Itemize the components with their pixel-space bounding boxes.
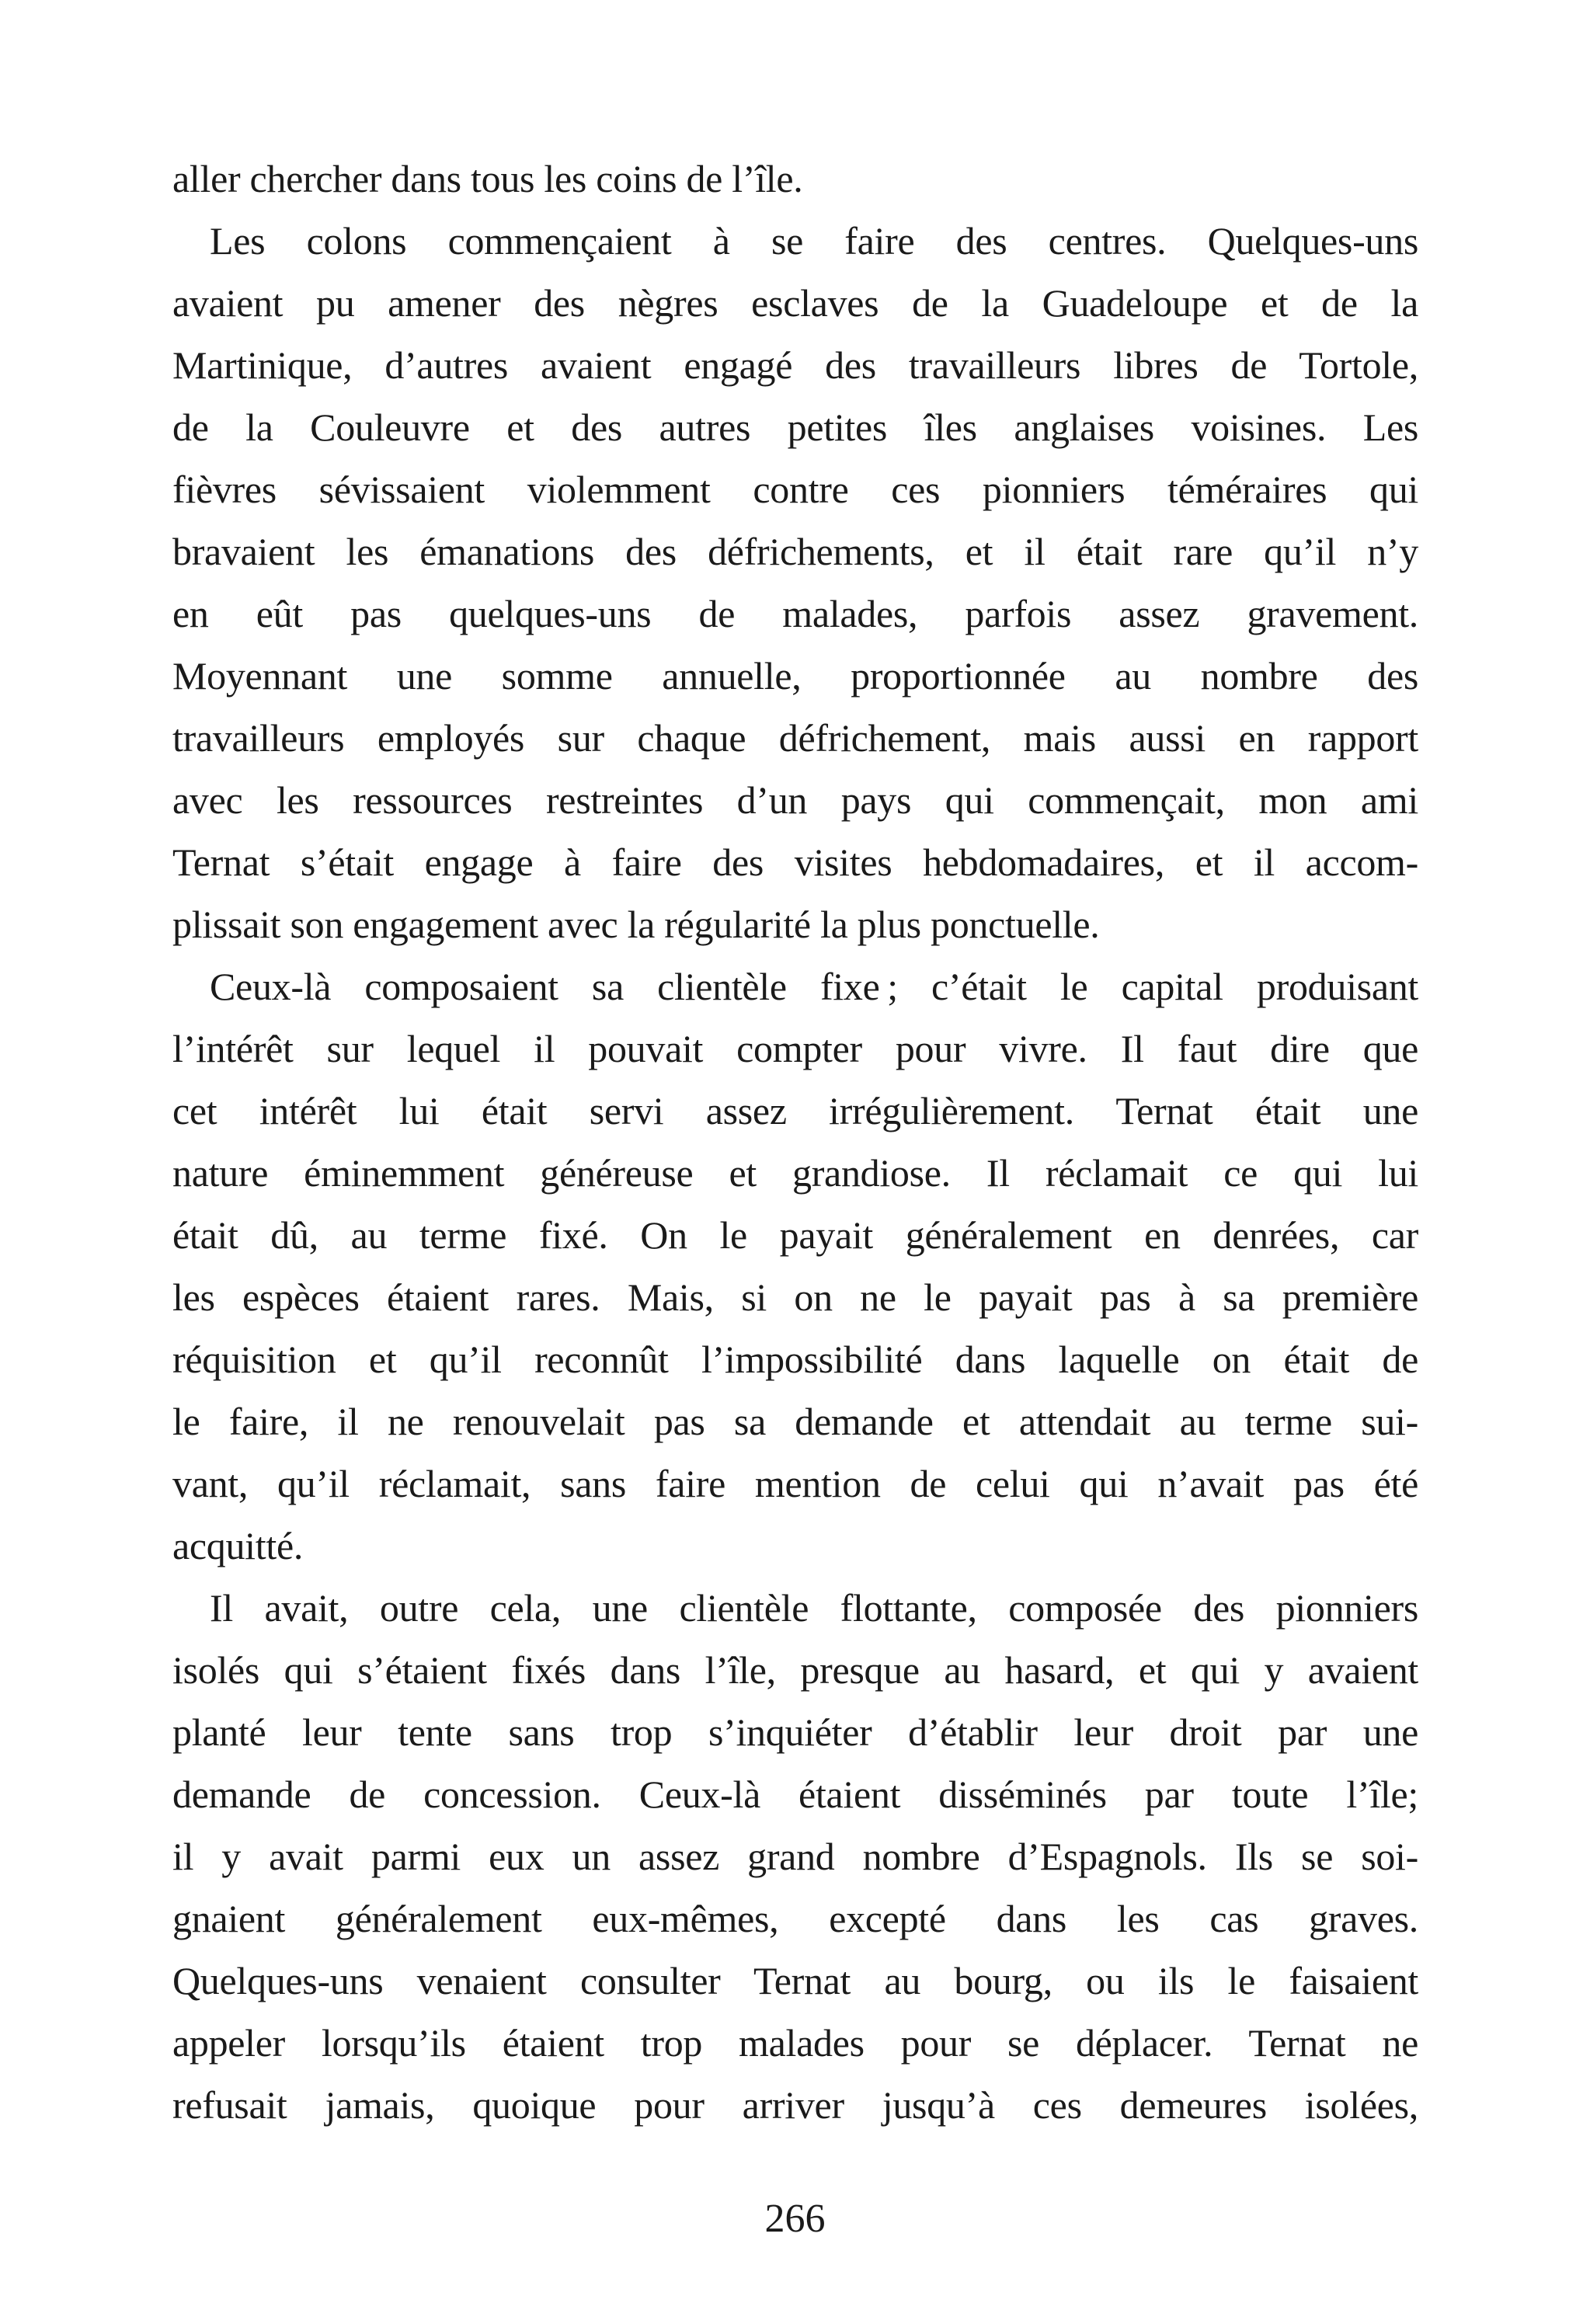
text-line: vant, qu’il réclamait, sans faire mention de celui qui n’avait pas été xyxy=(172,1462,1418,1505)
text-line: refusait jamais, quoique pour arriver jusqu’à ces demeures isolées, xyxy=(172,2083,1418,2127)
text-line: aller chercher dans tous les coins de l’île. xyxy=(172,157,803,200)
text-line: isolés qui s’étaient fixés dans l’île, presque au hasard, et qui y avaient xyxy=(172,1648,1418,1692)
text-line: il y avait parmi eux un assez grand nombre d’Espagnols. Ils se soi- xyxy=(172,1835,1418,1878)
text-line: planté leur tente sans trop s’inquiéter d’établir leur droit par une xyxy=(172,1710,1418,1754)
text-line: en eût pas quelques-uns de malades, parfois assez gravement. xyxy=(172,592,1418,635)
text-line: bravaient les émanations des défrichements, et il était rare qu’il n’y xyxy=(172,530,1418,573)
text-line: fièvres sévissaient violemment contre ces pionniers téméraires qui xyxy=(172,468,1418,511)
text-line: Moyennant une somme annuelle, proportionnée au nombre des xyxy=(172,654,1418,698)
body-text xyxy=(172,148,1418,2136)
text-line: acquitté. xyxy=(172,1524,304,1567)
text-line: plissait son engagement avec la régularité la plus ponctuelle. xyxy=(172,903,1100,946)
text-line: avec les ressources restreintes d’un pays qui commençait, mon ami xyxy=(172,778,1418,822)
text-line: les espèces étaient rares. Mais, si on ne le payait pas à sa première xyxy=(172,1275,1418,1319)
text-line: travailleurs employés sur chaque défrichement, mais aussi en rapport xyxy=(172,716,1418,760)
text-line: réquisition et qu’il reconnût l’impossibilité dans laquelle on était de xyxy=(172,1338,1418,1381)
text-line: Martinique, d’autres avaient engagé des travailleurs libres de Tortole, xyxy=(172,343,1418,387)
text-line: appeler lorsqu’ils étaient trop malades pour se déplacer. Ternat ne xyxy=(172,2021,1418,2065)
text-line: le faire, il ne renouvelait pas sa demande et attendait au terme sui- xyxy=(172,1400,1418,1443)
text-line: Ceux-là composaient sa clientèle fixe ; c’était le capital produisant xyxy=(210,965,1418,1008)
text-line: Quelques-uns venaient consulter Ternat au bourg, ou ils le faisaient xyxy=(172,1959,1418,2002)
text-line: Ternat s’était engage à faire des visites hebdomadaires, et il accom- xyxy=(172,840,1418,884)
page-number: 266 xyxy=(764,2197,826,2241)
text-line: avaient pu amener des nègres esclaves de la Guadeloupe et de la xyxy=(172,281,1418,325)
text-line: l’intérêt sur lequel il pouvait compter pour vivre. Il faut dire que xyxy=(172,1027,1418,1070)
text-line: Les colons commençaient à se faire des centres. Quelques-uns xyxy=(210,219,1418,263)
text-line: gnaient généralement eux-mêmes, excepté dans les cas graves. xyxy=(172,1897,1418,1940)
text-line: nature éminemment généreuse et grandiose. Il réclamait ce qui lui xyxy=(172,1151,1418,1195)
text-line: de la Couleuvre et des autres petites îles anglaises voisines. Les xyxy=(172,405,1418,449)
text-line: Il avait, outre cela, une clientèle flottante, composée des pionniers xyxy=(210,1586,1418,1630)
text-line: était dû, au terme fixé. On le payait généralement en denrées, car xyxy=(172,1213,1418,1257)
text-line: cet intérêt lui était servi assez irrégulièrement. Ternat était une xyxy=(172,1089,1418,1132)
text-line: demande de concession. Ceux-là étaient disséminés par toute l’île; xyxy=(172,1773,1418,1816)
